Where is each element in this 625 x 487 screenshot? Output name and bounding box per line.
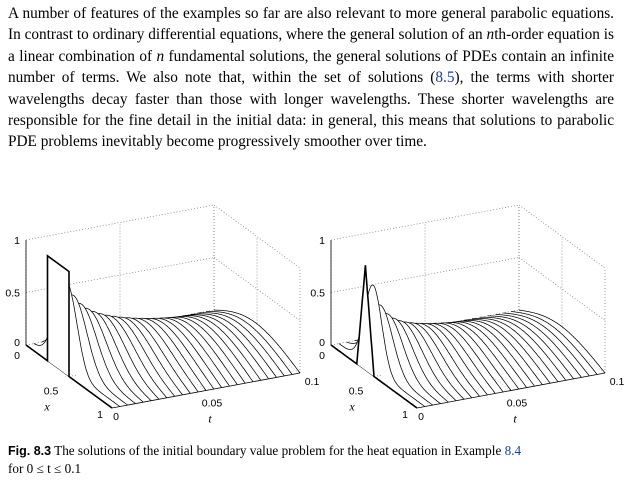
para-text-2: th-order equation is a linear combination of <box>8 26 614 65</box>
t-tick-0.05: 0.05 <box>506 397 528 410</box>
caption-text-2: for 0 ≤ t ≤ 0.1 <box>8 461 82 476</box>
body-paragraph <box>8 3 614 153</box>
t-tick-0.1: 0.1 <box>304 376 320 388</box>
figure-right-spike-initial <box>310 228 625 428</box>
x-tick-0.5: 0.5 <box>43 385 59 398</box>
x-tick-0: 0 <box>14 350 20 362</box>
t-axis-label: t <box>513 411 517 426</box>
figure-caption <box>8 442 614 477</box>
solution-curves <box>331 265 605 408</box>
para-var-n-2: n <box>156 47 165 65</box>
x-tick-0.5: 0.5 <box>348 385 364 398</box>
para-text-4: ), the terms with shorter wavelengths decay faster than those with longer wavelengths. These shorter wavelengths are responsible for the fine detail in the initial data: in general, this means that solutions to parabolic PDE problems inevitably become progressively smoother over time. <box>8 69 614 151</box>
t-tick-0: 0 <box>113 411 119 423</box>
z-tick-0.5: 0.5 <box>310 287 325 300</box>
surface-plot-right <box>310 228 625 428</box>
z-tick-0: 0 <box>319 337 325 349</box>
example-reference-link[interactable]: 8.4 <box>504 443 522 458</box>
x-tick-1: 1 <box>97 409 103 421</box>
para-text-1: A number of features of the examples so far are also relevant to more general parabolic equations. In contrast to ordinary differential equations, where the general solution of an <box>8 5 614 44</box>
para-text-3: fundamental solutions, the general solutions of PDEs contain an infinite number of terms. We also note that, within the set of solutions ( <box>8 47 614 87</box>
caption-label: Fig. 8.3 <box>8 444 52 458</box>
z-tick-1: 1 <box>14 235 20 247</box>
caption-text: The solutions of the initial boundary value problem for the heat equation in Example <box>51 443 505 458</box>
x-axis-label: x <box>349 399 355 414</box>
z-tick-0: 0 <box>14 337 20 349</box>
figure-left-box-initial <box>5 228 320 428</box>
equation-reference-link[interactable]: 8.5 <box>435 69 455 87</box>
t-tick-0: 0 <box>418 411 424 423</box>
surface-plot-left <box>5 228 320 428</box>
t-tick-0.1: 0.1 <box>609 376 625 388</box>
t-tick-0.05: 0.05 <box>201 397 223 410</box>
solution-curves <box>26 256 300 408</box>
para-var-n-1: n <box>486 26 495 44</box>
x-tick-1: 1 <box>402 409 408 421</box>
z-tick-1: 1 <box>319 235 325 247</box>
x-tick-0: 0 <box>319 350 325 362</box>
t-axis-label: t <box>208 411 212 426</box>
z-tick-0.5: 0.5 <box>5 287 20 300</box>
x-axis-label: x <box>44 399 50 414</box>
